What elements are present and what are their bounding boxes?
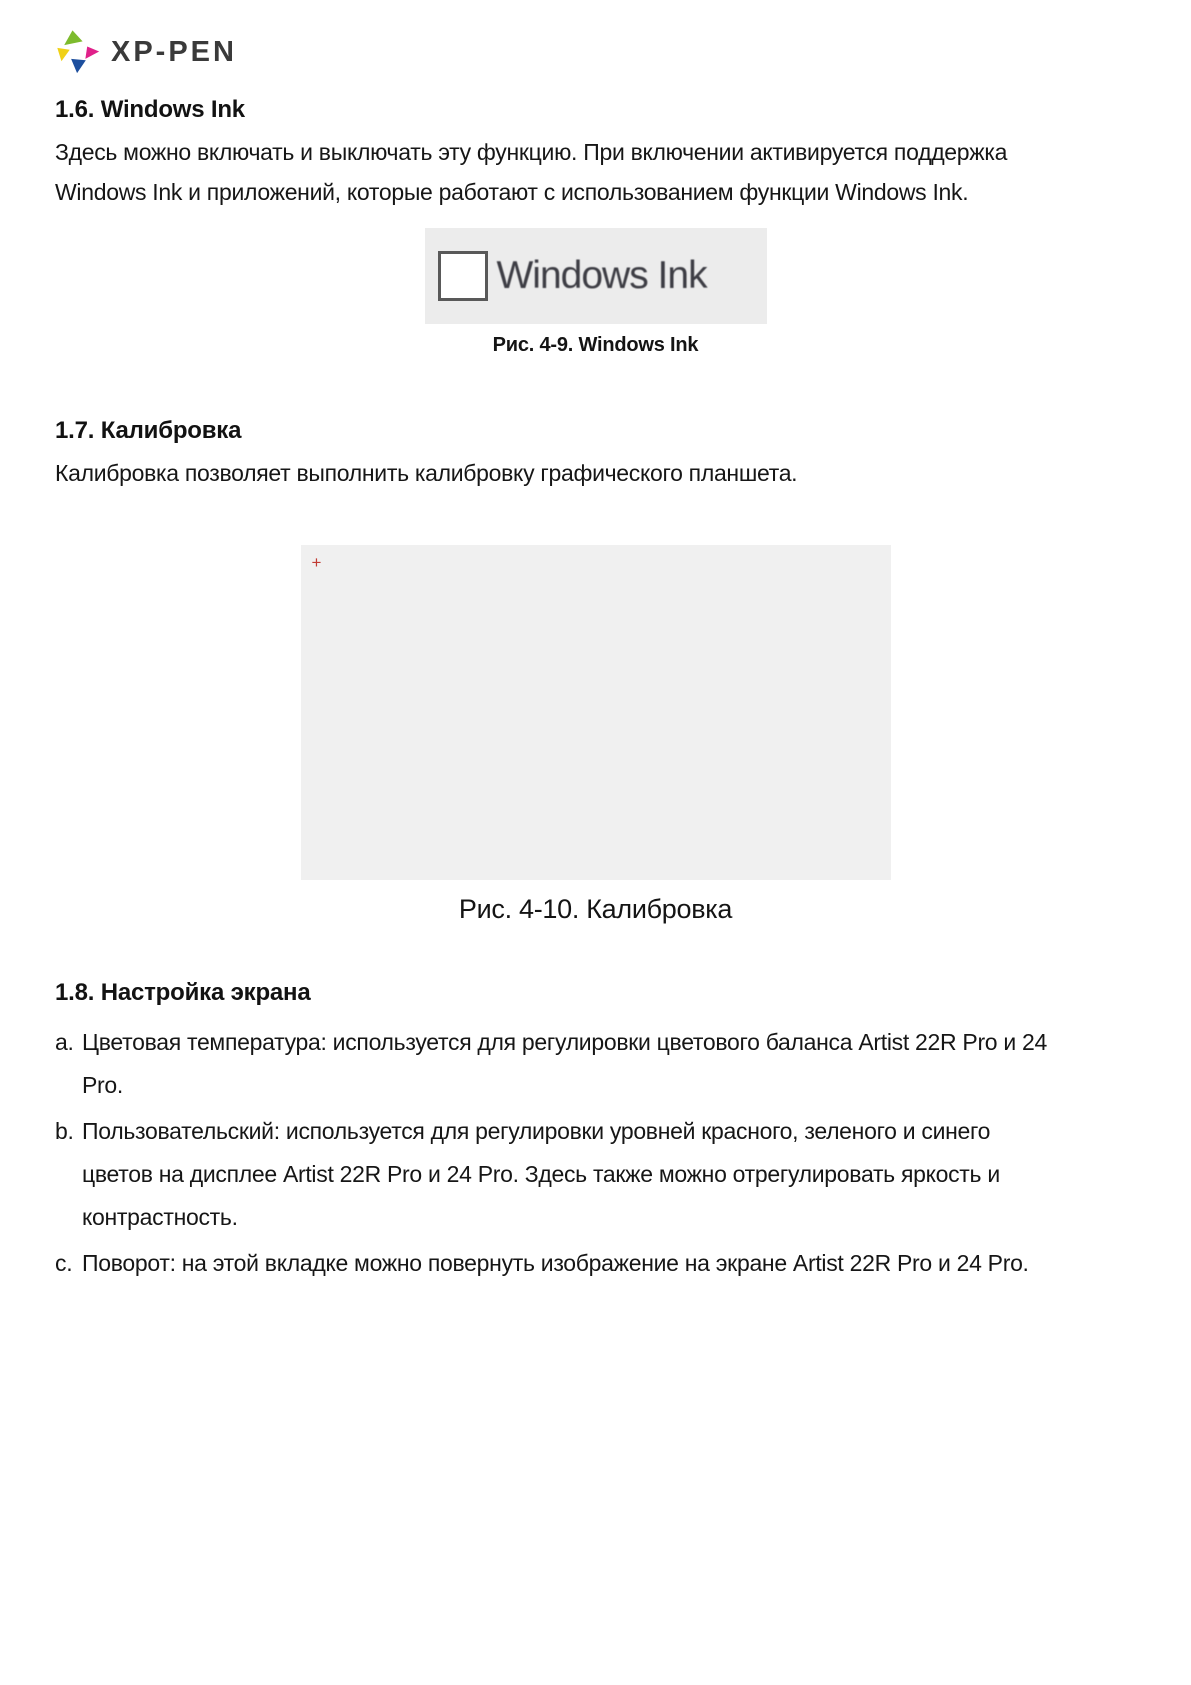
checkbox-icon bbox=[438, 251, 488, 301]
brand-text: XP-PEN bbox=[111, 35, 237, 68]
section-1-8-heading: 1.8. Настройка экрана bbox=[55, 979, 311, 1006]
windows-ink-screenshot bbox=[425, 228, 767, 324]
list-item-b bbox=[55, 1110, 1055, 1239]
checkbox-label: Windows Ink bbox=[496, 254, 707, 297]
section-1-7-paragraph: Калибровка позволяет выполнить калибровку графического планшета. bbox=[55, 460, 798, 486]
calibration-screenshot bbox=[301, 545, 891, 880]
list-item-a bbox=[55, 1021, 1055, 1107]
list-marker-c: c. bbox=[55, 1250, 73, 1276]
figure-4-9-caption: Рис. 4-9. Windows Ink bbox=[492, 334, 699, 356]
list-marker-b: b. bbox=[55, 1118, 74, 1144]
xp-pen-logo-icon bbox=[55, 29, 101, 75]
figure-windows-ink bbox=[55, 228, 1136, 357]
xp-pen-logo bbox=[55, 26, 1136, 78]
display-settings-list bbox=[55, 1021, 1055, 1285]
list-text-b: Пользовательский: используется для регулировки уровней красного, зеленого и синего цветов на дисплее Artist 22R Pro и 24 Pro. Здесь также можно отрегулировать яркость и контрастность. bbox=[82, 1118, 1000, 1230]
figure-calibration bbox=[55, 545, 1136, 925]
list-text-a: Цветовая температура: используется для регулировки цветового баланса Artist 22R Pro и 24 Pro. bbox=[82, 1029, 1048, 1098]
list-text-c: Поворот: на этой вкладке можно повернуть изображение на экране Artist 22R Pro и 24 Pro. bbox=[82, 1250, 1029, 1276]
section-1-7-heading: 1.7. Калибровка bbox=[55, 417, 242, 444]
section-1-6-paragraph: Здесь можно включать и выключать эту функцию. При включении активируется поддержка Windows Ink и приложений, которые работают с использованием функции Windows Ink. bbox=[55, 139, 1008, 205]
section-1-6-heading: 1.6. Windows Ink bbox=[55, 96, 245, 123]
list-item-c bbox=[55, 1242, 1055, 1285]
figure-4-10-caption: Рис. 4-10. Калибровка bbox=[458, 894, 733, 924]
calibration-cross-icon: + bbox=[311, 553, 322, 572]
list-marker-a: a. bbox=[55, 1029, 74, 1055]
